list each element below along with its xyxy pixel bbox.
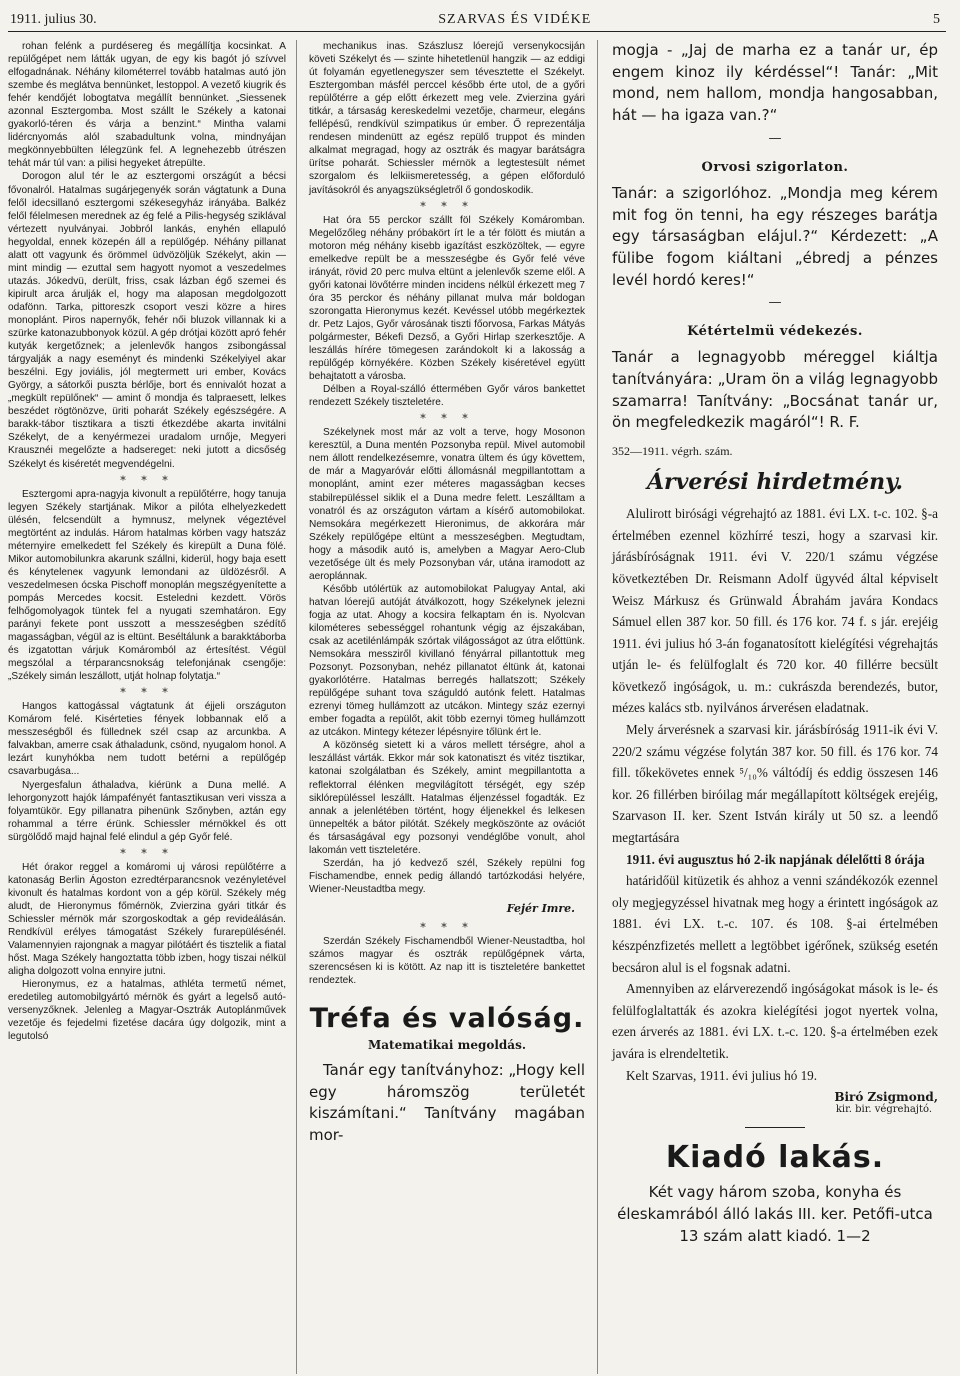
paragraph: Szerdán, ha jó kedvező szél, Székely repülni fog Fischamendbe, ennek pedig állandó tartózkodási helyére, Wiener-Neustadtba megy. [309, 857, 585, 895]
paragraph: Dorogon alul tér le az esztergomi országút a bécsi fővonalról. Hatalmas sugárjegenyék során vágtatunk a Duna felől idecsillanó esztergomi székesegyház irányába. Balkéz felől félelmesen merednek az ég felé a Pilis-hegység sziklával vértezett nyulványai. Jobbról lankás, enyhén ellapuló hegyoldal, ennek közepén áll a repülőgép. Néhány pillanat alatt ott vagyunk és örömmel üdvözöljük Székelyt, akin — mint mindig — ezuttal sem hagyott nyomot a veszedelmes utazás. Jókedvü, derült, friss, csak lázban égő szemei és kipirult arca árulják el, hogy ma alaposan megdolgozott odafönn. Tarka, pittoreszk csoport veszi közre a hires monoplánt. Piros napernyők, fehér női bluzok villannak ki a szürke katonazubbonyok közül. A gép drótjai között apró fehér kutyák kergetőznek; a jelenlevők hangos zsibongással tárgyalják a nagy eseményt és mindenki Székelyiyel akar beszélni. Egy joviális, jól megtermett uri ember, Kovács György, a sátorkői puszta bérlője, bort és ennivalót hozat a „megkült repülőnek“ — amint ő mondja és talpraesett, lelkes beszédet rögtönözve, üriti poharát Székely egészségére. A barakk-tábor tisztikara a tiszti étkezdébe akarta invitálni Székelyt, de a kenyérmezei uradalom urnője, Megyeri Krausznéi megelőzte a hadsereget: neki jutott a dicsőség Székelyt és kiséretét megvendégelni. [8, 171, 286, 470]
paragraph: Hangos kattogással vágtatunk át éjjeli országuton Komárom felé. Kisérteties fények lobbannak elő a messzeségből és füllednek szél csap az arcunkba. A falvakban, amerre csak áthaladunk, csönd, nyugalom honol. A lezárt kunyhókba nem tudott betérni a repülőgép csavarbugása... [8, 701, 286, 778]
section-separator: * * * [420, 412, 474, 426]
paragraph: Hét órakor reggel a komáromi uj városi repülőtérre a katonaság Berlin Ágoston ezredtérparancsnok vezényletével kivonult és hatalmas kordont von a gép körül. Székely még aludt, de Hieronymus főmérnök, Zvierzina gyári titkár és Schiessler mérnök már szorgoskodtak a gép revideálásán. Rendkívül erélyes támogatást Székely furarepülésénél. Valamennyien rajongnak a magyar pilótáért és tisztelik a fiatal hőst. Maga Székely hangoztatta több izben, hogy tiszai nélkül aligha dolgozott volna ennyire jutni. [8, 861, 286, 978]
paragraph: Mely árverésnek a szarvasi kir. járásbíróság 1911-ik évi V. 220/2 számu végzése folytán 387 kor. 50 fill. és 176 kor. 74 fill. tőkekövetes ennek ⁵/₁₀% váltódíj és eddig összesen 146 kor. 26 fillérben biróilag már megállapított költségek erejéig, Szarvason II. ker. Szent István király ut 50 sz. a leendő megtartására [612, 722, 938, 846]
paragraph: határidőül kitüzetik és ahhoz a venni szándékozók ezennel oly megjegyzéssel hivatnak meg hogy a érintett ingóságok az 1881. évi LX. t.-c. 107. és 108. §-ai értelmében készpénzfizetés mellett a legtöbbet igérőnek, szükség esetén becsáron alul is el fogsnak adatni. [612, 873, 938, 975]
paragraph: Hat óra 55 perckor szállt föl Székely Komáromban. Megelőzőleg néhány próbakört írt le a tér fölött és miután a motoron még néhány kisebb igazítást eszközöltek, — egyre emelkedve repült be a messzeségbe és Győr felé véve irányát, rövid 20 perc mulva eltünt a jelenlevők szeme elől. A győri katonai lövőtérre minden incidens nélkül érkezett meg 7 óra 35 perckor és néhány pillanat mulva már boldogan szorongatta Hieronymus kezét. Kevéssel utóbb megérkeztek dr. Petz Lajos, Győr városának tiszti főorvosa, Farkas Mátyás polgármester, Békefi Dezső, a Győri Hirlap szerkesztője. A leszállás hírére tömegesen zarándokolt ki a lakosság a repülőgép környékére. Közben Székely kiséretével együtt behajtatott a városba. [309, 214, 585, 383]
paragraph: Szerdán Székely Fischamendből Wiener-Neustadtba, hol számos magyar és osztrák repülőgépnek várta, szerencsésen ki is kötött. Az nap itt is tiszteletére bankettet rendeztek. [309, 935, 585, 987]
paragraph: A közönség sietett ki a város mellett térségre, ahol a leszállást várták. Ekkor már sok katonatiszt és vitéz tisztikar, katonai szolgálatban és Székely, amint megpillantotta a reflektorral élénken megvilágított térségét, egy szép siklórepüléssel leszállt. Hatalmas éljenzéssel fogadták. Ez annak a jelenlétében történt, hogy éljenekkel és lelkesen ünnepelték a bátor pilótát. Székely megköszönte az ovációt és társaságával egy pozsonyi vendéglőbe vonult, ahol lakomán vett tiszteletére. [309, 740, 585, 856]
subheading: Kétértelmü védekezés. [687, 324, 863, 340]
paragraph: mechanikus inas. Szászlusz lóerejű versenykocsiján követi Székelyt és — szinte hihetetlenül hangzik — az eddigi út folyamán egyetlenegyszer sem tévesztette el Székelyt. Esztergomban másfél perccel később érte utol, de a győri repülőtérre a gép előtt érkezett meg vele. Zvierzina gyári titkár, a társaság kereskedelmi vezetője, charmeur, elegáns fellépésű, rendkívül szimpatikus úr ember. Ő reprezentálja rendesen mindenütt az egész repülő truppot és minden alkalmat megragad, hogy az osztrák és magyar barátságra ürítse poharát. Schiessler mérnök a legtestesült német szorgalom és lelkiismeretesség, a gépen előforduló javításokról és anyagszükségletről ő gondoskodik. [309, 41, 585, 196]
author-signature: Fejér Imre. [506, 901, 575, 915]
paragraph: Székelynek most már az volt a terve, hogy Mosonon keresztül, a Duna mentén Pozsonyba repül. Mivel automobil nem állott rendelkezésemre, vonatra ültem és úgy követtem, de már a Magyaróvár előtti állomásnál megpillantottam a monoplánt, amint ezer méteres magasságban kecses stabilrepüléssel siklik el a Duna medre felett. Leszálltam a vonatról és az országuton vártam a kísérő automobilokat. Nemsokára megérkezett Hieronimus, de akkorára már Székely repülőgépe eltünt a messzeségben. Megtudtam, hogy a második autó is, amelyben a Magyar Aero-Club vezetősége ült és mely Pozsonyban vár, utána iramodott az aeroplánnak. [309, 427, 585, 582]
paragraph: Tanár egy tanítványhoz: „Hogy kell egy háromszög területét kiszámítani.“ Tanítvány magában mor- [309, 1061, 585, 1144]
paper-title: SZARVAS ÉS VIDÉKE [438, 12, 592, 27]
paragraph: Amennyiben az elárverezendő ingóságokat mások is le- és felülfoglaltatták és azokra kielégítési jogot nyertek volna, ezen árverés az 1881. évi LX. t.-c. 120. §-a értelmében ezek javára is elrendeltetik. [612, 981, 938, 1061]
section-separator: * * * [120, 686, 174, 700]
subheading: Orvosi szigorlaton. [701, 159, 849, 175]
notice-title: Árverési hirdetmény. [646, 469, 904, 496]
auction-date: 1911. évi augusztus hó 2-ik napjának délelőtti 8 órája [626, 851, 925, 867]
issue-date: 1911. julius 30. [10, 12, 97, 27]
paragraph: Délben a Royal-szálló éttermében Győr város bankettet rendezett Székely tiszteletére. [309, 384, 585, 409]
column-3 [598, 40, 938, 1374]
ad-text: Két vagy három szoba, konyha és éleskamrából álló lakás III. ker. Petőfi-utca 13 szám alatt kiadó. 1—2 [617, 1183, 933, 1246]
section-separator: * * * [120, 473, 174, 487]
ad-title: Kiadó lakás. [665, 1140, 885, 1176]
bailiff-name: Biró Zsigmond, [834, 1090, 938, 1105]
bailiff-role: kir. bir. végrehajtó. [835, 1104, 932, 1116]
divider: — [768, 130, 782, 146]
section-separator: * * * [120, 846, 174, 860]
paragraph: Esztergomi apra-nagyja kivonult a repülőtérre, hogy tanuja legyen Székely startjának. Mikor a pilóta elhelyezkedett ülésén, felcsendült a hymnusz, melynek végeztével megtörtént az indulás. Három hatalmas körben vagy hatszáz méternyire emelkedett fel Székely és kirepült a Duna fölé. Mikor automobilunkra akarunk szállni, kiderül, hogy baja esett és kényteleneк vagyunk lemondani az üldözésről. A veszedelmesen ócska Pischoff monoplán megszégyenítette a pompás Mercedes kocsit. Esteledni kezdett. Vörös felhőgomolyagok tüntek fel a nyugati szemhatáron. Egy parányi fekete pont usszott a messzeségben szédítő magasságban, végül az is eltünt. Beséltálunk a barakktáborba és izgatottan várjuk Komáromból az értesítést. Végül megszólal a térparancsnokság telefonjának csengője: „Székely simán leszállott, utját holnap folytatja.“ [8, 488, 286, 683]
paragraph: mogja - „Jaj de marha ez a tanár ur, ép engem kinoz ily kérdéssel“! Tanár: „Mit mond, nem hallom, mondja hangosabban, hát — ha igaza van.?“ [612, 41, 938, 125]
section-separator: * * * [420, 199, 474, 213]
column-1 [8, 40, 296, 1374]
paragraph: Hieronymus, ez a hatalmas, athléta termetű német, eredetileg automobilgyártó mérnök és gyárt a legelső autó-versenyzőknek. Jelenleg a Magyar-Osztrák Autoplánművek vezetője és fejedelmi fizetése dacára úgy dolgozik, mint a legutolsó [8, 979, 286, 1043]
paragraph: Később utólértük az automobilokat Palugyay Antal, aki hatvan lóerejű autóját átválkozott, hogy Székelynek jelezni fogja az utat. Ahogy a kocsira felkaptam én is. Nyolcvan kilométeres sebességgel rohantunk végig az éjszakában, csak az acetilénlámpák szórtak világosságot az útra előttünk. Nemsokára messziről kivillanó fényárral pillantottuk meg Pozsonyt. Pozsonyban, nehéz pillanatot éltünk át, katonai gyakorlótérre. Hatalmas berregés hallatszott; Székely repülőgépe suhant tova száguldó autónk felett. Hatalmas ezrenyi tömeg hullámzott az utcákon. Mintegy száz ezernyi ember fogadta a repülőt, akit több ezernyi tömeg hullámzott az utcákon. Mintegy kétezer lépésnyire tőlünk ért le. [309, 583, 585, 739]
paragraph: Kelt Szarvas, 1911. évi julius hó 19. [626, 1067, 818, 1083]
paragraph: rohan felénk a purdésereg és megállítja kocsinkat. A repülőgépet nem látták ugyan, de egy kis bagót jó szívvel elfogadnának. Néhány kilométerrel tovább hatalmas autó jön szembe és meglátva bennünket, lestoppol. A vezető kiugrik és fehér kendőjét lobogtatva megállít bennünket. „Siessenek azonnal Esztergomba. Most szállt le Székely a katonai gyakorló-téren és várja a benzint.“ Mintha valami lidércnyomás alól szabadultunk volna, mindnyájan megkönnyebbülten lélegzünk fel. A legnehezebb útrészen tehát már túl van: a pilisi hegyeket átrepülte. [8, 41, 286, 170]
divider-rule [745, 1127, 805, 1128]
section-heading: Tréfa és valóság. [309, 1003, 585, 1035]
section-separator: * * * [420, 920, 474, 934]
paragraph: Nyergesfalun áthaladva, kiérünk a Duna mellé. A lehorgonyzott hajók lámpafényét fantasztikusan veri vissza a folyamtükör. Egy pillanatra pihenünk Szőnyben, aztán egy rohammal a térre érünk. Schiessler mérnökkel és ott sürgölődő majd hajnal felé elindul a gép Győr felé. [8, 779, 286, 843]
masthead [8, 8, 946, 32]
case-number: 352—1911. végrh. szám. [612, 444, 733, 459]
paragraph: Alulirott birósági végrehajtó az 1881. évi LX. t-c. 102. §-a értelmében ezennel közhírré teszi, hogy a szarvasi kir. járásbíróságnak 1911. évi V. 220/1 számu végzése következtében Dr. Reismann Adolf ügyvéd által képviselt Weisz Márkusz és Grünwald Ábrahám javára Kondacs Sámuel ellen 387 kor. 50 fill. és 176 kor. 74 f. s jár. erejéig 1911. évi julius hó 3-án foganatosított kielégítési végrehajtás utján le- és felülfoglalt és 720 kor. 40 fillérre becsült következő ingóságok, u. m.: cukrászda berendezés, butor, mézes kalács stb. nyilvános árverésen eladatnak. [612, 506, 938, 716]
divider: — [768, 295, 782, 311]
paragraph: Tanár a legnagyobb méreggel kiáltja tanítványára: „Uram ön a világ legnagyobb szamarra! Tanítvány: „Bocsánat tanár ur, ön megfeledkezik magáról“! R. F. [612, 348, 938, 432]
column-2 [296, 40, 598, 1374]
auction-notice [612, 503, 938, 1086]
paragraph: Tanár: a szigorlóhoz. „Mondja meg kérem mit fog ön tenni, ha egy részeges barátja egy társaságban elájul.?“ Kérdezett: „A fülibe fogom kiáltani „ébredj a pénzes levél hordó keres!“ [612, 183, 938, 289]
page-number: 5 [932, 12, 940, 27]
subheading: Matematikai megoldás. [367, 1038, 527, 1053]
columns [8, 40, 946, 1374]
